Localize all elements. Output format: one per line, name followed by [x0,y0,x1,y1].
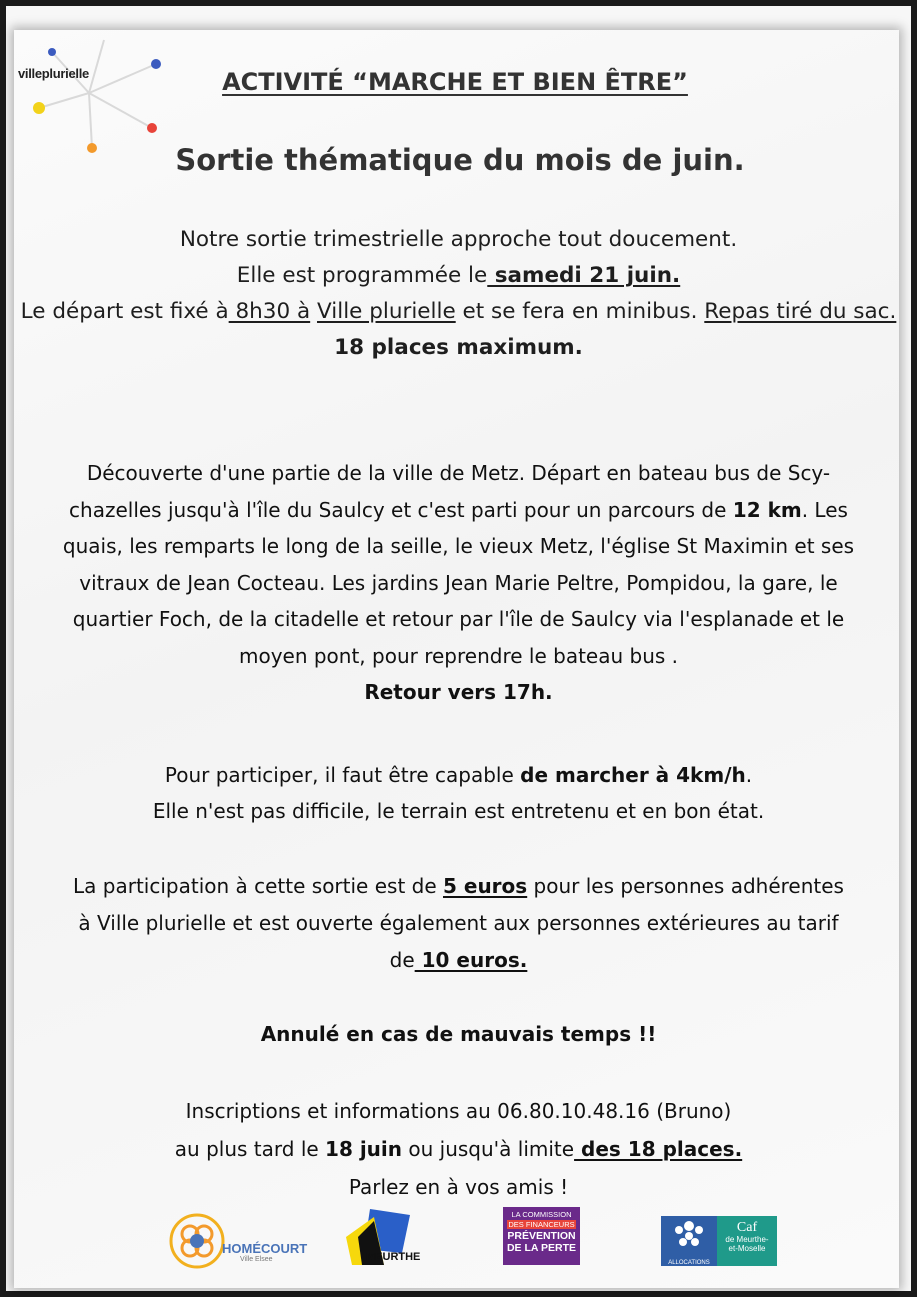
description-text [18,455,899,674]
intro-line-2-text: Elle est programmée le [236,263,488,288]
registration-mid: ou jusqu'à limite [402,1137,575,1161]
description-text-post: . Les quais, les remparts le long de la seille, le vieux Metz, l'église St Maximin et ses vitraux de Jean Cocteau. Les jardins Jean Marie Peltre, Pompidou, la gare, le quartier Foch, de la citadelle et retour par l'île de Saulcy via l'esplanade et le moyen pont, pour reprendre le bateau bus . [62,497,855,668]
conditions-line-2: Elle n'est pas difficile, le terrain est entretenu et en bon état. [152,799,765,823]
pricing-mid: pour les personnes adhérentes à Ville plurielle et est ouverte également aux personnes extérieures au tarif de [78,874,844,972]
registration-pre: au plus tard le [174,1137,326,1161]
cfpp-line-1: LA COMMISSION [511,1210,572,1219]
description-block [18,455,899,711]
logo-text: villeplurielle [18,66,89,81]
registration-line-2 [18,1130,899,1168]
cfpp-line-4: DE LA PERTE [506,1242,577,1254]
registration-deadline: 18 juin [325,1137,403,1161]
distance: 12 km [732,497,802,522]
meurthe-label: MEURTHE [366,1251,421,1263]
transport-text: et se fera en minibus. [455,299,705,324]
meal-info: Repas tiré du sac. [704,299,897,324]
description-text-pre: Découverte d'une partie de la ville de Metz. Départ en bateau bus de Scy-chazelles jusqu'à l'île du Saulcy et c'est parti pour un parcours de [69,461,831,522]
conditions-pre: Pour participer, il faut être capable [164,763,521,787]
caf-people-icon [661,1216,717,1256]
pricing-block [18,868,899,979]
intro-line-1: Notre sortie trimestrielle approche tout doucement. [179,227,738,252]
conditions-block [18,757,899,829]
ville-plurielle-logo [14,38,164,156]
caf-line-2: de Meurthe- [725,1235,769,1244]
caf-sublabel: ALLOCATIONS [668,1260,710,1266]
conditions-line-1 [18,757,899,793]
cfpp-logo [503,1207,580,1265]
cfpp-line-3: PRÉVENTION [507,1230,576,1242]
intro-line-2 [18,258,899,294]
caf-emblem [661,1216,717,1266]
event-date: samedi 21 juin. [487,263,681,288]
places-info: 18 places maximum. [334,335,583,360]
homecourt-logo [168,1212,226,1270]
page-title: ACTIVITÉ “MARCHE ET BIEN ÊTRE” [222,68,688,96]
departure-time: 8h30 à [228,299,311,324]
weather-notice: Annulé en cas de mauvais temps !! [260,1022,657,1046]
departure-place: Ville plurielle [317,299,456,324]
intro-line-3 [18,294,899,330]
registration-block [18,1092,899,1206]
cfpp-line-2: DES FINANCEURS [508,1220,575,1229]
return-time: Retour vers 17h. [364,680,553,704]
pricing-text [18,868,899,979]
places-limit: des 18 places. [574,1137,743,1161]
pricing-pre: La participation à cette sortie est de [73,874,443,898]
page-subtitle: Sortie thématique du mois de juin. [175,143,745,177]
caf-line-3: et-Moselle [728,1244,766,1253]
external-price: 10 euros. [414,948,528,972]
caf-label [717,1216,777,1266]
registration-line-3: Parlez en à vos amis ! [348,1175,569,1199]
intro-block [18,222,899,366]
conditions-post: . [745,763,753,787]
homecourt-label: HOMÉCOURT [222,1241,308,1256]
member-price: 5 euros [443,874,528,898]
registration-line-1: Inscriptions et informations au 06.80.10.48.16 (Bruno) [185,1099,732,1123]
homecourt-sublabel: Ville Elsee [240,1256,273,1263]
departure-text: Le départ est fixé à [20,299,229,324]
caf-line-1: Caf [736,1220,758,1235]
walking-speed: de marcher à 4km/h [520,763,746,787]
